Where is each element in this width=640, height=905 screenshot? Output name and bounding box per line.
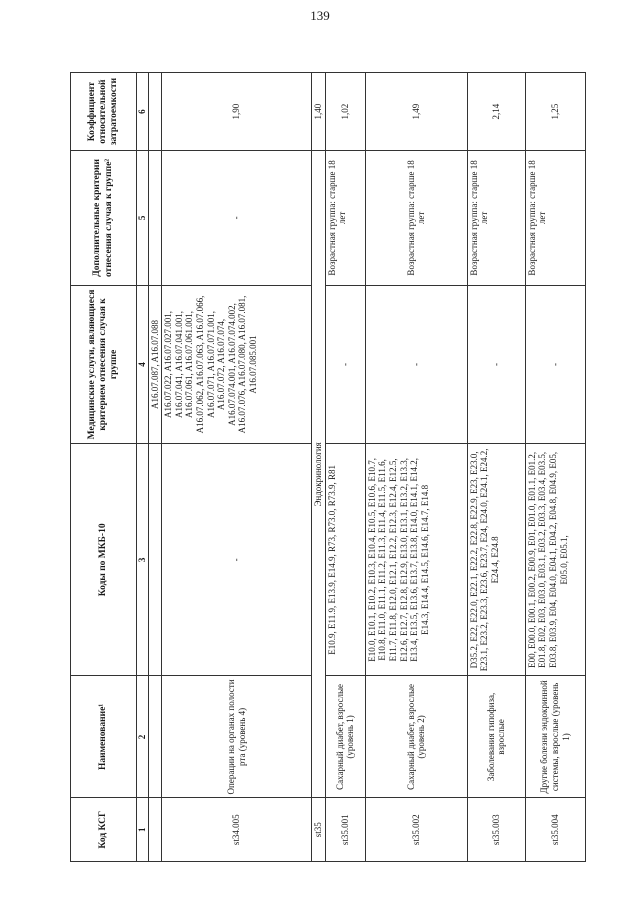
table-cell	[148, 73, 162, 151]
rotated-table-container	[70, 72, 600, 862]
column-number: 3	[137, 444, 149, 676]
icd-cell: -	[162, 444, 312, 676]
coef-cell: 1,49	[365, 73, 467, 151]
table-row	[365, 73, 467, 862]
criteria-cell: Возрастная группа: старше 18 лет	[325, 151, 365, 285]
name-cell: Операции на органах полости рта (уровень 4)	[162, 676, 312, 798]
section-code: st35	[312, 798, 326, 862]
criteria-cell: Возрастная группа: старше 18 лет	[525, 151, 585, 285]
services-cell: A16.07.087, A16.07.088	[148, 285, 162, 444]
table-row	[325, 73, 365, 862]
table-cell	[148, 444, 162, 676]
header-criteria: Дополнительные критерии отнесения случая к группе²	[71, 151, 137, 285]
table-cell	[148, 798, 162, 862]
header-services: Медицинские услуги, являющиеся критерием отнесения случая к группе	[71, 285, 137, 444]
icd-cell: E10.0, E10.1, E10.2, E10.3, E10.4, E10.5, E10.6, E10.7, E10.8, E11.0, E11.1, E11.2, E11.3, E11.4, E11.5, E11.6, E11.7, E11.8, E12.0, E12.1, E12.2, E12.3, E12.4, E12.5, E12.6, E12.7, E12.8, E12.9, E13.0, E13.1, E13.2, E13.3, E13.4, E13.5, E13.6, E13.7, E13.8, E14.0, E14.1, E14.2, E14.3, E14.4, E14.5, E14.6, E14.7, E14.8	[365, 444, 467, 676]
table-row	[162, 73, 312, 862]
name-cell: Сахарный диабет, взрослые (уровень 1)	[325, 676, 365, 798]
name-cell: Заболевания гипофиза, взрослые	[467, 676, 525, 798]
table-row	[467, 73, 525, 862]
section-title: Эндокринология	[312, 151, 326, 798]
services-cell: A16.07.022, A16.07.027.001, A16.07.041, A16.07.041.001, A16.07.061, A16.07.061.001, A16.07.062, A16.07.063, A16.07.066, A16.07.071, A16.07.071.001, A16.07.072, A16.07.074, A16.07.074.001, A16.07.074.002, A16.07.076, A16.07.080, A16.07.081, A16.07.085.001	[162, 285, 312, 444]
icd-cell: E00, E00.0, E00.1, E00.2, E00.9, E01, E01.0, E01.1, E01.2, E01.8, E02, E03, E03.0, E03.1, E03.2, E03.3, E03.4, E03.5, E03.8, E03.9, E04, E04.0, E04.1, E04.2, E04.8, E04.9, E05, E05.0, E05.1,	[525, 444, 585, 676]
coef-cell: 2,14	[467, 73, 525, 151]
header-code: Код КСГ	[71, 798, 137, 862]
section-row	[312, 73, 326, 862]
criteria-cell: Возрастная группа: старше 18 лет	[365, 151, 467, 285]
header-coef: Коэффициент относительной затратоемкости	[71, 73, 137, 151]
column-number: 1	[137, 798, 149, 862]
code-cell: st35.001	[325, 798, 365, 862]
header-icd: Коды по МКБ-10	[71, 444, 137, 676]
name-cell: Сахарный диабет, взрослые (уровень 2)	[365, 676, 467, 798]
coef-cell: 1,25	[525, 73, 585, 151]
section-coef: 1,40	[312, 73, 326, 151]
page-number: 139	[310, 8, 330, 23]
name-cell: Другие болезни эндокринной системы, взрослые (уровень 1)	[525, 676, 585, 798]
coef-cell: 1,02	[325, 73, 365, 151]
header-row	[71, 73, 137, 862]
coef-cell: 1,90	[162, 73, 312, 151]
table-cell	[148, 151, 162, 285]
code-cell: st34.005	[162, 798, 312, 862]
header-name: Наименование¹	[71, 676, 137, 798]
code-cell: st35.003	[467, 798, 525, 862]
criteria-cell: -	[162, 151, 312, 285]
code-cell: st35.002	[365, 798, 467, 862]
column-number: 2	[137, 676, 149, 798]
column-number-row	[137, 73, 149, 862]
services-cell: -	[525, 285, 585, 444]
services-cell: -	[467, 285, 525, 444]
icd-cell: E10.9, E11.9, E13.9, E14.9, R73, R73.0, R73.9, R81	[325, 444, 365, 676]
table-cell	[148, 676, 162, 798]
column-number: 6	[137, 73, 149, 151]
table-row	[148, 73, 162, 862]
ksg-table	[70, 72, 586, 862]
column-number: 4	[137, 285, 149, 444]
services-cell: -	[365, 285, 467, 444]
column-number: 5	[137, 151, 149, 285]
services-cell: -	[325, 285, 365, 444]
icd-cell: D35.2, E22, E22.0, E22.1, E22.2, E22.8, E22.9, E23, E23.0, E23.1, E23.2, E23.3, E23.6, E23.7, E24, E24.0, E24.1, E24.2, E24.4, E24.8	[467, 444, 525, 676]
code-cell: st35.004	[525, 798, 585, 862]
criteria-cell: Возрастная группа: старше 18 лет	[467, 151, 525, 285]
table-row	[525, 73, 585, 862]
